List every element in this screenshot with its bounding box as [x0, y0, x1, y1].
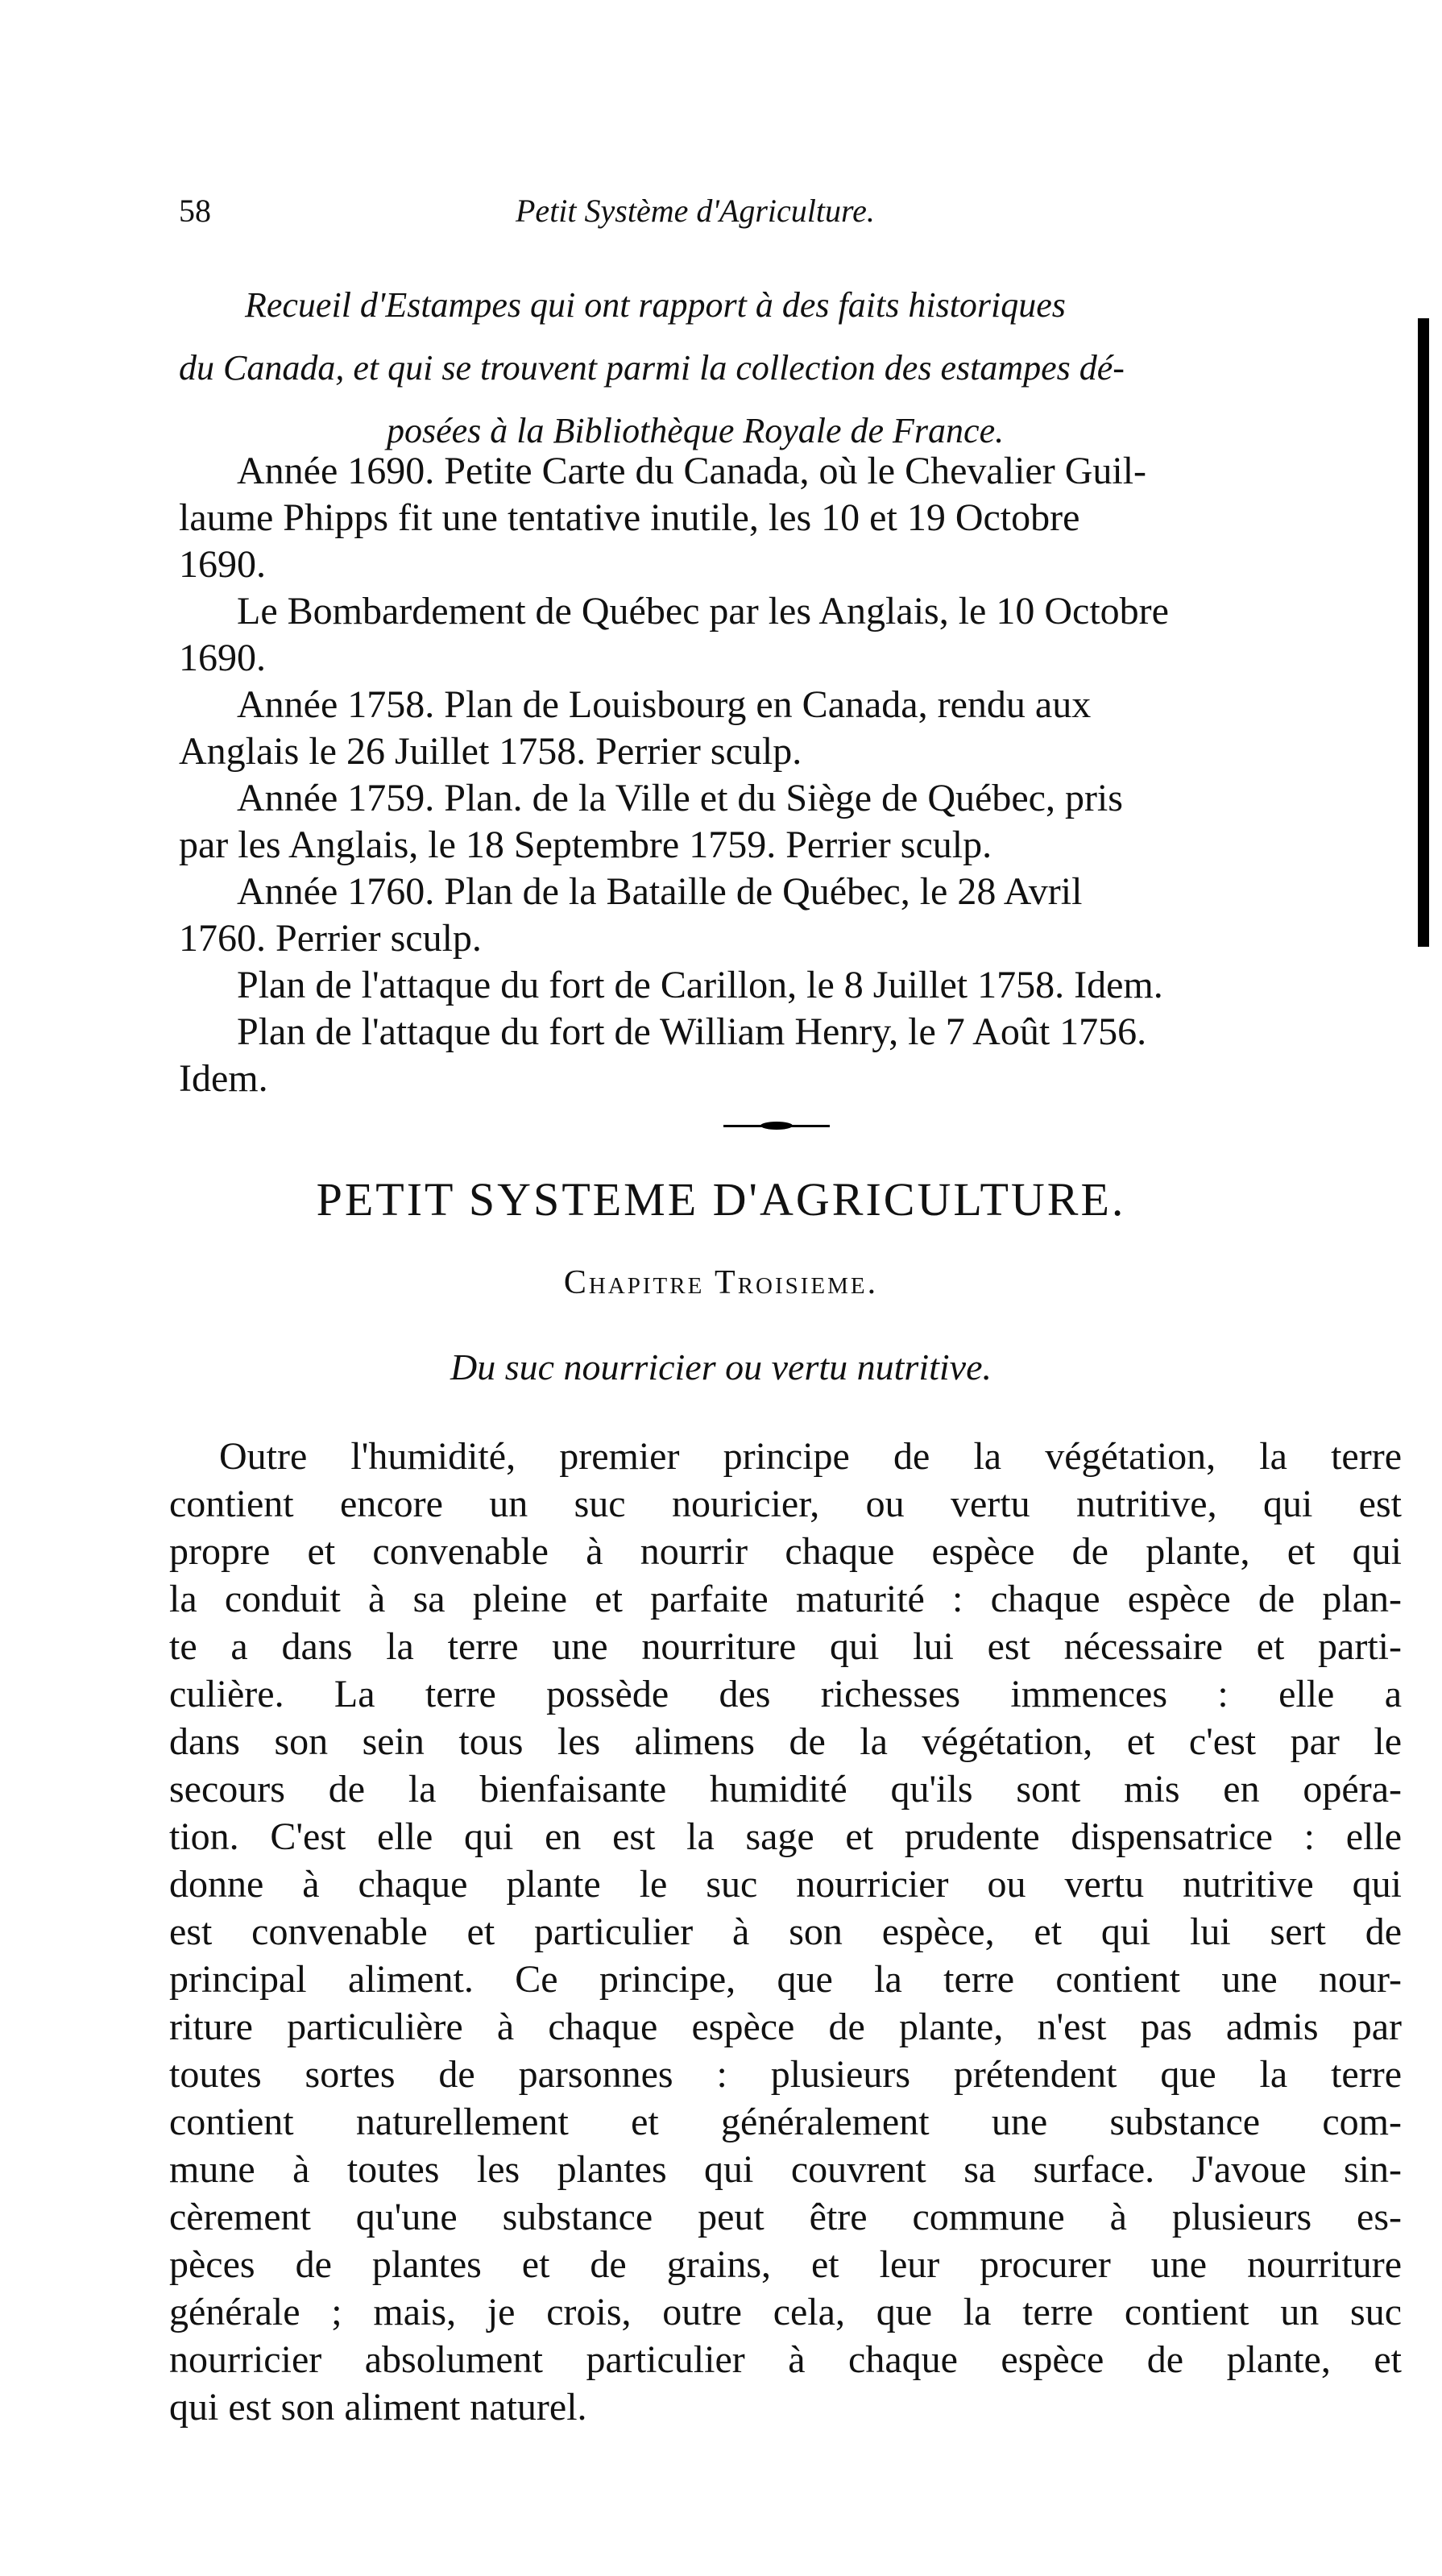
entry-line: par les Anglais, le 18 Septembre 1759. Perrier sculp.: [179, 823, 992, 866]
body-line: la conduit à sa pleine et parfaite maturité : chaque espèce de plan-: [169, 1578, 1402, 1620]
body-paragraph: [169, 1433, 1402, 2431]
entry-line: 1690.: [179, 637, 266, 679]
body-line: cèrement qu'une substance peut être commune à plusieurs es-: [169, 2196, 1402, 2238]
running-title: Petit Système d'Agriculture.: [516, 193, 875, 229]
entry-line: Année 1690. Petite Carte du Canada, où le Chevalier Guil-: [237, 450, 1147, 492]
entry-line: Année 1758. Plan de Louisbourg en Canada, rendu aux: [237, 683, 1092, 726]
body-line: pèces de plantes et de grains, et leur procurer une nourriture: [169, 2243, 1402, 2286]
body-line: donne à chaque plante le suc nourricier ou vertu nutritive qui: [169, 1863, 1402, 1906]
entry-line: Plan de l'attaque du fort de William Henry, le 7 Août 1756.: [237, 1010, 1147, 1053]
chapter-subtitle: Du suc nourricier ou vertu nutritive.: [450, 1346, 992, 1388]
page-edge-bar: [1418, 318, 1429, 947]
body-line: tion. C'est elle qui en est la sage et prudente dispensatrice : elle: [169, 1815, 1402, 1858]
page-number: 58: [179, 193, 211, 229]
body-line: Outre l'humidité, premier principe de la végétation, la terre: [219, 1435, 1402, 1478]
entry-line: Idem.: [179, 1057, 268, 1100]
page-header: [179, 192, 1403, 248]
body-line: te a dans la terre une nourriture qui lui est nécessaire et parti-: [169, 1625, 1402, 1668]
body-line: générale ; mais, je crois, outre cela, que la terre contient un suc: [169, 2291, 1402, 2333]
entry-line: Plan de l'attaque du fort de Carillon, le 8 Juillet 1758. Idem.: [237, 964, 1163, 1006]
engravings-list: [179, 448, 1419, 1102]
body-line: contient encore un suc nouricier, ou vertu nutritive, qui est: [169, 1483, 1402, 1525]
entry-line: Anglais le 26 Juillet 1758. Perrier sculp.: [179, 730, 802, 773]
body-line: dans son sein tous les alimens de la végétation, et c'est par le: [169, 1720, 1402, 1763]
section-title: PETIT SYSTEME D'AGRICULTURE.: [316, 1173, 1126, 1226]
body-line: toutes sortes de parsonnes : plusieurs prétendent que la terre: [169, 2053, 1402, 2096]
recueil-line: Recueil d'Estampes qui ont rapport à des faits historiques: [245, 285, 1066, 325]
section-divider-ornament: [723, 1122, 830, 1130]
body-line: contient naturellement et généralement une substance com-: [169, 2101, 1402, 2143]
body-line: secours de la bienfaisante humidité qu'ils sont mis en opéra-: [169, 1768, 1402, 1811]
entry-line: Le Bombardement de Québec par les Anglais, le 10 Octobre: [237, 590, 1169, 633]
recueil-line: posées à la Bibliothèque Royale de France.: [387, 411, 1005, 450]
chapter-heading: Chapitre Troisieme.: [563, 1264, 879, 1301]
body-line: riture particulière à chaque espèce de plante, n'est pas admis par: [169, 2006, 1402, 2048]
recueil-heading: [179, 274, 1419, 463]
body-line: mune à toutes les plantes qui couvrent sa surface. J'avoue sin-: [169, 2148, 1402, 2191]
entry-line: laume Phipps fit une tentative inutile, les 10 et 19 Octobre: [179, 496, 1080, 539]
body-line: qui est son aliment naturel.: [169, 2386, 587, 2429]
body-line: principal aliment. Ce principe, que la terre contient une nour-: [169, 1958, 1402, 2001]
entry-line: Année 1760. Plan de la Bataille de Québec, le 28 Avril: [237, 870, 1083, 913]
entry-line: 1760. Perrier sculp.: [179, 917, 482, 960]
body-line: nourricier absolument particulier à chaque espèce de plante, et: [169, 2338, 1402, 2381]
body-line: propre et convenable à nourrir chaque espèce de plante, et qui: [169, 1530, 1402, 1573]
body-line: culière. La terre possède des richesses immences : elle a: [169, 1673, 1402, 1715]
recueil-line: du Canada, et qui se trouvent parmi la collection des estampes dé-: [179, 348, 1125, 388]
body-line: est convenable et particulier à son espèce, et qui lui sert de: [169, 1910, 1402, 1953]
entry-line: Année 1759. Plan. de la Ville et du Siège de Québec, pris: [237, 777, 1123, 819]
entry-line: 1690.: [179, 543, 266, 586]
